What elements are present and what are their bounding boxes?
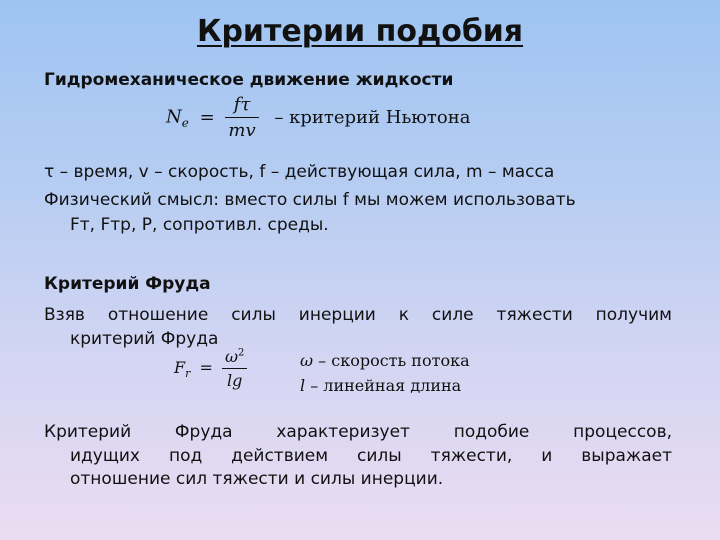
- froude-fraction: [222, 347, 247, 390]
- froude-conclusion-line2: идущих под действием силы тяжести, и выражает: [70, 446, 672, 466]
- legend-length: [300, 376, 461, 395]
- newton-lhs-symbol: N: [166, 106, 182, 128]
- legend-length-symbol: l: [300, 376, 306, 395]
- physical-meaning-line1: Физический смысл: вместо силы f мы можем использовать: [44, 190, 576, 210]
- froude-numerator-exponent: 2: [238, 347, 245, 359]
- section-heading-hydromechanics: Гидромеханическое движение жидкости: [44, 70, 454, 90]
- newton-denominator: mv: [225, 117, 258, 141]
- section-heading-froude: Критерий Фруда: [44, 274, 211, 294]
- froude-intro-line1: Взяв отношение силы инерции к силе тяжести получим: [44, 305, 672, 325]
- legend-omega: [300, 351, 470, 370]
- froude-lhs-subscript: r: [185, 367, 191, 381]
- legend-omega-text: – скорость потока: [318, 351, 470, 370]
- newton-numerator: fτ: [233, 94, 251, 115]
- froude-conclusion-line3: отношение сил тяжести и силы инерции.: [70, 469, 444, 489]
- newton-lhs-subscript: e: [181, 116, 189, 131]
- newton-criterion-label: – критерий Ньютона: [274, 106, 471, 128]
- froude-intro-line2: критерий Фруда: [70, 329, 219, 349]
- froude-conclusion-line1: Критерий Фруда характеризует подобие процессов,: [44, 422, 672, 442]
- froude-numerator-base: ω: [224, 347, 239, 366]
- notation-line: τ – время, v – скорость, f – действующая сила, m – масса: [44, 162, 555, 182]
- legend-length-text: – линейная длина: [310, 376, 462, 395]
- froude-criterion-formula: $F_r$ = $\frac{\omega^2}{\lg}$: [174, 347, 247, 390]
- newton-criterion-formula: $N_e$ = $\frac{f\tau}{mv}$ – критерий Ньютона: [166, 94, 471, 141]
- legend-omega-symbol: ω: [300, 351, 314, 370]
- slide-title: Критерии подобия: [196, 14, 524, 49]
- physical-meaning-line2: Fт, Fтр, P, сопротивл. среды.: [70, 215, 329, 235]
- froude-denominator: lg: [222, 368, 247, 390]
- froude-lhs-symbol: F: [174, 358, 186, 377]
- newton-fraction: [225, 94, 258, 141]
